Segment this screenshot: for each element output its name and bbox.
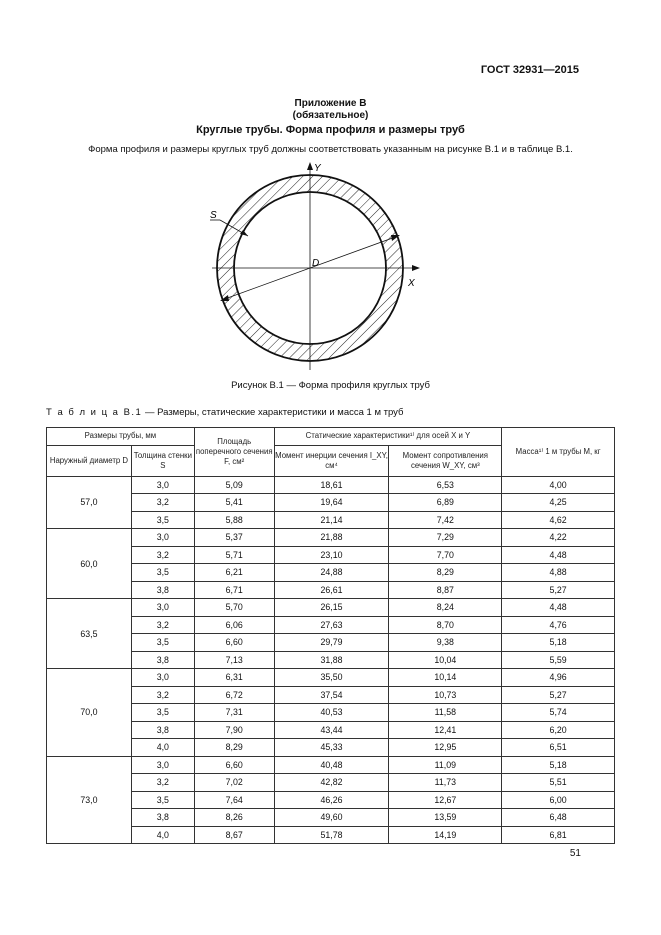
table-row — [47, 686, 615, 704]
header-wall-thickness: Толщина стенки S — [131, 445, 194, 476]
header-dims-group: Размеры трубы, мм — [47, 428, 195, 446]
table-row — [47, 669, 615, 687]
cell-wall-thickness: 3,8 — [131, 809, 194, 827]
cell-resistance: 6,89 — [389, 494, 502, 512]
cell-mass: 5,59 — [502, 651, 615, 669]
cell-resistance: 12,67 — [389, 791, 502, 809]
cell-inertia: 51,78 — [274, 826, 389, 844]
pipe-dimensions-table — [46, 427, 615, 844]
cell-resistance: 12,95 — [389, 739, 502, 757]
header-mass: Масса¹⁾ 1 м трубы M, кг — [502, 428, 615, 477]
cell-wall-thickness: 4,0 — [131, 826, 194, 844]
table-row — [47, 581, 615, 599]
cell-wall-thickness: 3,2 — [131, 774, 194, 792]
cell-outer-diameter: 63,5 — [47, 599, 132, 669]
table-row — [47, 721, 615, 739]
cell-wall-thickness: 3,0 — [131, 599, 194, 617]
cell-mass: 4,22 — [502, 529, 615, 547]
cell-wall-thickness: 3,5 — [131, 791, 194, 809]
cell-wall-thickness: 3,8 — [131, 581, 194, 599]
cell-inertia: 40,53 — [274, 704, 389, 722]
appendix-title: Приложение В — [294, 98, 367, 109]
figure-caption: Рисунок В.1 — Форма профиля круглых труб — [231, 380, 430, 391]
cell-area: 6,31 — [194, 669, 274, 687]
cell-resistance: 11,58 — [389, 704, 502, 722]
cell-inertia: 49,60 — [274, 809, 389, 827]
cell-inertia: 37,54 — [274, 686, 389, 704]
cell-mass: 5,18 — [502, 634, 615, 652]
cell-area: 5,88 — [194, 511, 274, 529]
cell-mass: 6,48 — [502, 809, 615, 827]
cell-wall-thickness: 3,5 — [131, 634, 194, 652]
table-caption — [46, 407, 403, 418]
cell-inertia: 27,63 — [274, 616, 389, 634]
cell-resistance: 7,42 — [389, 511, 502, 529]
cell-area: 6,71 — [194, 581, 274, 599]
cell-wall-thickness: 3,2 — [131, 494, 194, 512]
table-row — [47, 529, 615, 547]
section-title: Круглые трубы. Форма профиля и размеры труб — [196, 124, 465, 136]
cell-inertia: 24,88 — [274, 564, 389, 582]
cell-area: 5,37 — [194, 529, 274, 547]
table-caption-text: — Размеры, статические характеристики и масса 1 м труб — [142, 407, 404, 418]
cell-resistance: 11,09 — [389, 756, 502, 774]
cell-mass: 4,96 — [502, 669, 615, 687]
cell-inertia: 26,15 — [274, 599, 389, 617]
table-row — [47, 704, 615, 722]
cell-mass: 5,27 — [502, 686, 615, 704]
cell-mass: 5,51 — [502, 774, 615, 792]
cell-area: 5,09 — [194, 476, 274, 494]
cell-inertia: 23,10 — [274, 546, 389, 564]
table-row — [47, 476, 615, 494]
diameter-label: D — [312, 258, 320, 269]
pipe-profile-drawing — [200, 160, 440, 380]
cell-inertia: 35,50 — [274, 669, 389, 687]
cell-resistance: 8,87 — [389, 581, 502, 599]
cell-resistance: 8,70 — [389, 616, 502, 634]
cell-area: 7,31 — [194, 704, 274, 722]
cell-outer-diameter: 73,0 — [47, 756, 132, 844]
table-row — [47, 739, 615, 757]
cell-mass: 4,25 — [502, 494, 615, 512]
cell-mass: 4,88 — [502, 564, 615, 582]
table-caption-prefix: Т а б л и ц а В.1 — [46, 407, 143, 418]
cell-area: 6,06 — [194, 616, 274, 634]
cell-area: 8,67 — [194, 826, 274, 844]
pipe-profile-figure — [200, 160, 440, 380]
table-row — [47, 564, 615, 582]
appendix-status: (обязательное) — [292, 110, 369, 121]
cell-inertia: 40,48 — [274, 756, 389, 774]
cell-mass: 6,81 — [502, 826, 615, 844]
header-outer-diameter: Наружный диаметр D — [47, 445, 132, 476]
table-row — [47, 826, 615, 844]
cell-wall-thickness: 3,0 — [131, 669, 194, 687]
cell-resistance: 7,70 — [389, 546, 502, 564]
cell-inertia: 46,26 — [274, 791, 389, 809]
table-row — [47, 809, 615, 827]
cell-area: 6,21 — [194, 564, 274, 582]
cell-mass: 4,76 — [502, 616, 615, 634]
cell-outer-diameter: 70,0 — [47, 669, 132, 757]
page-number: 51 — [569, 848, 581, 859]
header-static-group: Статические характеристики¹⁾ для осей X и Y — [274, 428, 502, 446]
cell-area: 7,02 — [194, 774, 274, 792]
cell-area: 8,26 — [194, 809, 274, 827]
cell-inertia: 21,88 — [274, 529, 389, 547]
cell-wall-thickness: 3,0 — [131, 756, 194, 774]
cell-wall-thickness: 3,0 — [131, 529, 194, 547]
cell-area: 7,13 — [194, 651, 274, 669]
cell-resistance: 10,14 — [389, 669, 502, 687]
cell-inertia: 45,33 — [274, 739, 389, 757]
cell-area: 6,72 — [194, 686, 274, 704]
cell-resistance: 6,53 — [389, 476, 502, 494]
cell-inertia: 31,88 — [274, 651, 389, 669]
cell-area: 8,29 — [194, 739, 274, 757]
cell-inertia: 43,44 — [274, 721, 389, 739]
cell-wall-thickness: 3,8 — [131, 651, 194, 669]
cell-outer-diameter: 60,0 — [47, 529, 132, 599]
cell-inertia: 21,14 — [274, 511, 389, 529]
cell-wall-thickness: 3,2 — [131, 616, 194, 634]
table-row — [47, 599, 615, 617]
header-inertia: Момент инерции сечения I_XY, см⁴ — [274, 445, 389, 476]
table-row — [47, 774, 615, 792]
table-row — [47, 651, 615, 669]
cell-inertia: 42,82 — [274, 774, 389, 792]
cell-resistance: 13,59 — [389, 809, 502, 827]
cell-wall-thickness: 3,5 — [131, 564, 194, 582]
cell-inertia: 18,61 — [274, 476, 389, 494]
table-row — [47, 546, 615, 564]
y-axis-label: Y — [314, 163, 321, 174]
table-row — [47, 511, 615, 529]
appendix-heading — [0, 98, 661, 122]
cell-outer-diameter: 57,0 — [47, 476, 132, 529]
cell-wall-thickness: 3,5 — [131, 511, 194, 529]
cell-mass: 5,74 — [502, 704, 615, 722]
table-body — [47, 476, 615, 844]
cell-wall-thickness: 3,8 — [131, 721, 194, 739]
cell-mass: 6,00 — [502, 791, 615, 809]
cell-mass: 6,51 — [502, 739, 615, 757]
cell-resistance: 10,04 — [389, 651, 502, 669]
cell-inertia: 19,64 — [274, 494, 389, 512]
document-id: ГОСТ 32931—2015 — [480, 64, 579, 76]
cell-wall-thickness: 3,2 — [131, 686, 194, 704]
intro-paragraph: Форма профиля и размеры круглых труб должны соответствовать указанным на рисунке В.1 и в таблице В.1. — [88, 144, 573, 155]
table-row — [47, 634, 615, 652]
cell-area: 5,41 — [194, 494, 274, 512]
wall-label: S — [210, 210, 217, 221]
table-row — [47, 616, 615, 634]
cell-mass: 4,48 — [502, 546, 615, 564]
cell-resistance: 14,19 — [389, 826, 502, 844]
cell-mass: 6,20 — [502, 721, 615, 739]
cell-area: 7,90 — [194, 721, 274, 739]
cell-wall-thickness: 4,0 — [131, 739, 194, 757]
header-resistance: Момент сопротивления сечения W_XY, см³ — [389, 445, 502, 476]
cell-resistance: 10,73 — [389, 686, 502, 704]
table-row — [47, 494, 615, 512]
cell-resistance: 8,29 — [389, 564, 502, 582]
cell-resistance: 12,41 — [389, 721, 502, 739]
table-row — [47, 756, 615, 774]
cell-resistance: 11,73 — [389, 774, 502, 792]
cell-mass: 5,27 — [502, 581, 615, 599]
cell-inertia: 26,61 — [274, 581, 389, 599]
cell-inertia: 29,79 — [274, 634, 389, 652]
cell-area: 7,64 — [194, 791, 274, 809]
cell-area: 6,60 — [194, 634, 274, 652]
cell-area: 6,60 — [194, 756, 274, 774]
cell-resistance: 9,38 — [389, 634, 502, 652]
cell-area: 5,70 — [194, 599, 274, 617]
x-axis-label: X — [408, 278, 415, 289]
table-row — [47, 791, 615, 809]
cell-mass: 4,48 — [502, 599, 615, 617]
header-area: Площадь поперечного сечения F, см² — [194, 428, 274, 477]
cell-resistance: 8,24 — [389, 599, 502, 617]
cell-mass: 4,00 — [502, 476, 615, 494]
cell-mass: 5,18 — [502, 756, 615, 774]
cell-wall-thickness: 3,0 — [131, 476, 194, 494]
cell-area: 5,71 — [194, 546, 274, 564]
cell-mass: 4,62 — [502, 511, 615, 529]
cell-wall-thickness: 3,2 — [131, 546, 194, 564]
cell-wall-thickness: 3,5 — [131, 704, 194, 722]
cell-resistance: 7,29 — [389, 529, 502, 547]
